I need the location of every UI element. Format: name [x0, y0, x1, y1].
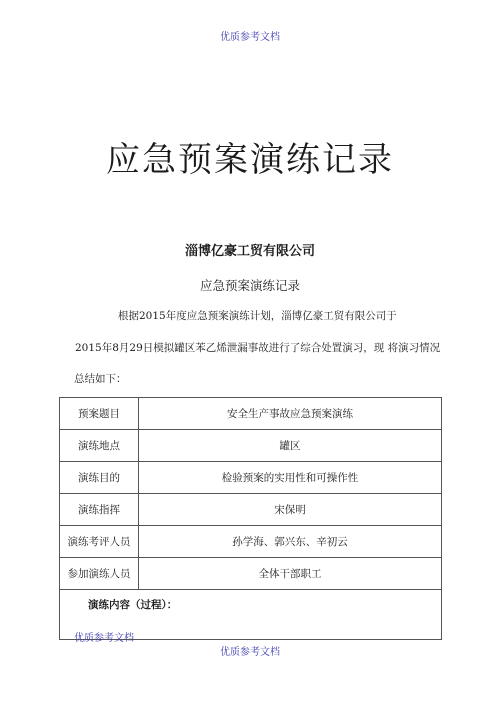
header-watermark: 优质参考文档	[220, 32, 280, 43]
table-row	[60, 494, 442, 526]
row-value: 孙学海、郭兴东、辛初云	[139, 526, 442, 558]
table-row	[60, 398, 442, 430]
table-row	[60, 462, 442, 494]
document-title: 应急预案演练记录	[106, 140, 394, 180]
table-row	[60, 526, 442, 558]
table-row	[60, 430, 442, 462]
row-value: 安全生产事故应急预案演练	[139, 398, 442, 430]
row-label: 演练地点	[60, 430, 139, 462]
document-subtitle: 应急预案演练记录	[199, 278, 300, 293]
row-value: 宋保明	[139, 494, 442, 526]
row-label: 参加演练人员	[60, 558, 139, 590]
row-label: 演练目的	[60, 462, 139, 494]
paragraph-line-2: 2015年8月29日模拟罐区苯乙烯泄漏事故进行了综合处置演习，现 将演习情况	[75, 342, 441, 354]
table-row	[60, 558, 442, 590]
paragraph-line-3: 总结如下：	[74, 373, 127, 385]
footer-watermark-left: 优质参考文档	[74, 633, 134, 644]
row-label: 预案题目	[60, 398, 139, 430]
content-label: 演练内容（过程）：	[60, 590, 442, 640]
row-value: 罐区	[139, 430, 442, 462]
row-value: 检验预案的实用性和可操作性	[139, 462, 442, 494]
row-value: 全体干部职工	[139, 558, 442, 590]
row-label: 演练考评人员	[60, 526, 139, 558]
footer-watermark-center: 优质参考文档	[220, 647, 280, 658]
row-label: 演练指挥	[60, 494, 139, 526]
paragraph-line-1: 根据2015年度应急预案演练计划，淄博亿豪工贸有限公司于	[118, 310, 397, 322]
company-name: 淄博亿豪工贸有限公司	[184, 244, 315, 259]
drill-record-table	[59, 397, 442, 640]
